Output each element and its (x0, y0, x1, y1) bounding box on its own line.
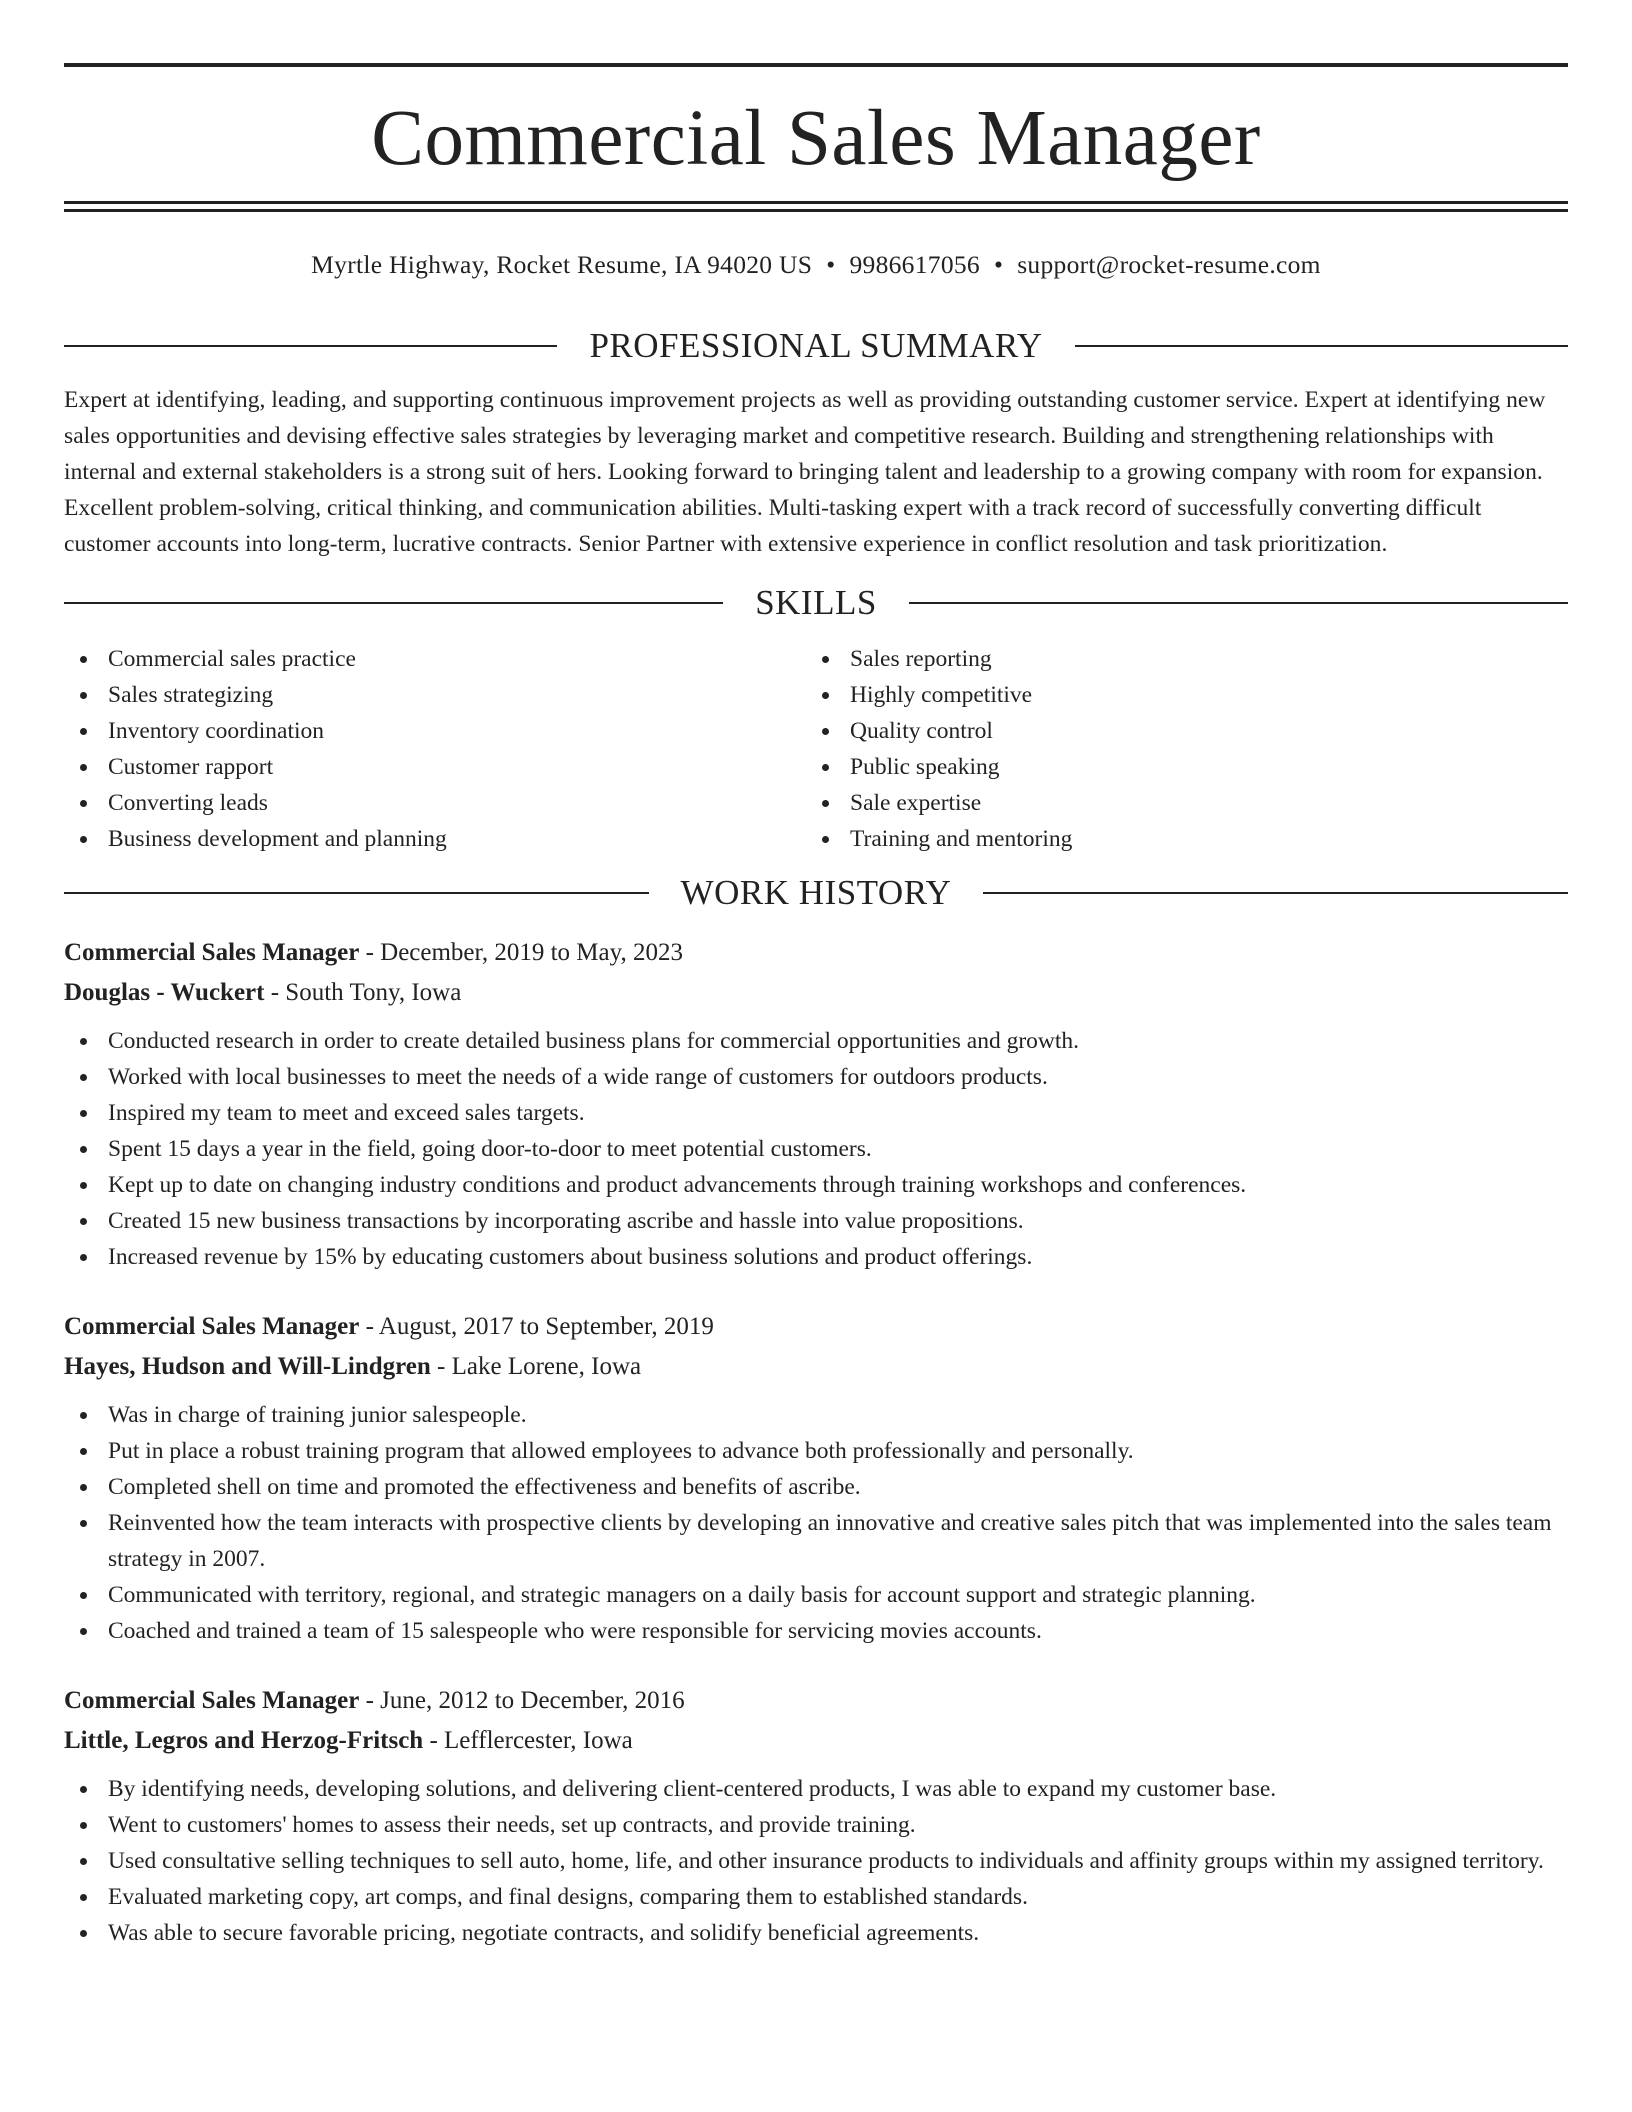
job-location: - Lake Lorene, Iowa (430, 1352, 642, 1380)
skill-item: Converting leads (64, 785, 806, 821)
job-company: Little, Legros and Herzog-Fritsch (64, 1726, 424, 1754)
job-bullet-list (64, 1397, 1568, 1649)
job-bullet: Coached and trained a team of 15 salespeople who were responsible for servicing movies accounts. (64, 1613, 1568, 1649)
heading-rule-right (983, 892, 1568, 894)
job-bullet-list (64, 1023, 1568, 1275)
skill-item: Training and mentoring (806, 821, 1566, 857)
job-dates: - December, 2019 to May, 2023 (359, 938, 683, 966)
job-bullet: Evaluated marketing copy, art comps, and final designs, comparing them to established standards. (64, 1879, 1568, 1915)
job-title: Commercial Sales Manager (64, 938, 360, 966)
summary-section-heading (64, 324, 1568, 368)
work-heading-label: WORK HISTORY (680, 873, 952, 913)
job-bullet: By identifying needs, developing solutions, and delivering client-centered products, I was able to expand my customer base. (64, 1771, 1568, 1807)
job-entry (64, 1307, 1568, 1649)
heading-rule-right (909, 602, 1568, 604)
skill-item: Sales strategizing (64, 677, 806, 713)
job-entry (64, 1681, 1568, 1951)
skill-item: Public speaking (806, 749, 1566, 785)
job-company: Hayes, Hudson and Will-Lindgren (64, 1352, 431, 1380)
job-bullet: Worked with local businesses to meet the needs of a wide range of customers for outdoors products. (64, 1059, 1568, 1095)
skill-item: Highly competitive (806, 677, 1566, 713)
job-bullet: Created 15 new business transactions by incorporating ascribe and hassle into value propositions. (64, 1203, 1568, 1239)
skill-item: Business development and planning (64, 821, 806, 857)
skills-section-heading (64, 581, 1568, 625)
skill-item: Quality control (806, 713, 1566, 749)
contact-email[interactable]: support@rocket-resume.com (1017, 250, 1321, 279)
job-location: - South Tony, Iowa (264, 978, 462, 1006)
job-company-line (64, 973, 1568, 1013)
contact-separator: • (826, 250, 836, 279)
skills-list-right (806, 641, 1566, 857)
job-company: Douglas - Wuckert (64, 978, 265, 1006)
skills-grid (64, 641, 1568, 857)
contact-separator: • (993, 250, 1004, 279)
skill-item: Customer rapport (64, 749, 806, 785)
skill-item: Sales reporting (806, 641, 1566, 677)
job-title: Commercial Sales Manager (64, 1312, 360, 1340)
job-bullet: Inspired my team to meet and exceed sales targets. (64, 1095, 1568, 1131)
summary-paragraph: Expert at identifying, leading, and supporting continuous improvement projects as well as providing outstanding customer service. Expert at identifying new sales opportunities and devising effective sales strategies by leveraging market and competitive research. Building and strengthening relationships with internal and external stakeholders is a strong suit of hers. Looking forward to bringing talent and leadership to a growing company with room for expansion. Excellent problem-solving, critical thinking, and communication abilities. Multi-tasking expert with a track record of successfully converting difficult customer accounts into long-term, lucrative contracts. Senior Partner with extensive experience in conflict resolution and task prioritization. (64, 386, 1546, 558)
job-bullet: Completed shell on time and promoted the effectiveness and benefits of ascribe. (64, 1469, 1568, 1505)
contact-address: Myrtle Highway, Rocket Resume, IA 94020 US (311, 250, 813, 279)
job-bullet: Went to customers' homes to assess their needs, set up contracts, and provide training. (64, 1807, 1568, 1843)
heading-rule-left (64, 602, 723, 604)
job-bullet: Was in charge of training junior salespeople. (64, 1397, 1568, 1433)
job-entry (64, 933, 1568, 1275)
job-title-line (64, 1307, 1568, 1347)
job-bullet: Was able to secure favorable pricing, negotiate contracts, and solidify beneficial agreements. (64, 1915, 1568, 1951)
job-title-line (64, 933, 1568, 973)
job-bullet: Reinvented how the team interacts with prospective clients by developing an innovative and creative sales pitch that was implemented into the sales team strategy in 2007. (64, 1505, 1568, 1577)
contact-phone[interactable]: 9986617056 (849, 250, 980, 279)
job-bullet: Kept up to date on changing industry conditions and product advancements through training workshops and conferences. (64, 1167, 1568, 1203)
job-bullet: Increased revenue by 15% by educating customers about business solutions and product offerings. (64, 1239, 1568, 1275)
job-title-line (64, 1681, 1568, 1721)
heading-rule-right (1075, 345, 1568, 347)
header-top-rule (64, 63, 1568, 67)
job-bullet: Put in place a robust training program that allowed employees to advance both professionally and personally. (64, 1433, 1568, 1469)
job-company-line (64, 1347, 1568, 1387)
job-dates: - August, 2017 to September, 2019 (359, 1312, 714, 1340)
job-company-line (64, 1721, 1568, 1761)
heading-rule-left (64, 892, 649, 894)
resume-title: Commercial Sales Manager (371, 95, 1261, 182)
job-location: - Lefflercester, Iowa (423, 1726, 633, 1754)
job-title: Commercial Sales Manager (64, 1686, 360, 1714)
job-bullet: Conducted research in order to create detailed business plans for commercial opportunities and growth. (64, 1023, 1568, 1059)
skills-list-left (64, 641, 806, 857)
job-bullet: Spent 15 days a year in the field, going door-to-door to meet potential customers. (64, 1131, 1568, 1167)
heading-rule-left (64, 345, 557, 347)
skill-item: Commercial sales practice (64, 641, 806, 677)
skill-item: Inventory coordination (64, 713, 806, 749)
skills-heading-label: SKILLS (755, 583, 877, 623)
work-section-heading (64, 871, 1568, 915)
contact-line (64, 252, 1568, 278)
job-bullet-list (64, 1771, 1568, 1951)
header-double-rule (64, 201, 1568, 212)
skill-item: Sale expertise (806, 785, 1566, 821)
job-bullet: Used consultative selling techniques to sell auto, home, life, and other insurance products to individuals and affinity groups within my assigned territory. (64, 1843, 1568, 1879)
job-bullet: Communicated with territory, regional, and strategic managers on a daily basis for account support and strategic planning. (64, 1577, 1568, 1613)
summary-heading-label: PROFESSIONAL SUMMARY (589, 326, 1043, 365)
job-dates: - June, 2012 to December, 2016 (359, 1686, 685, 1714)
